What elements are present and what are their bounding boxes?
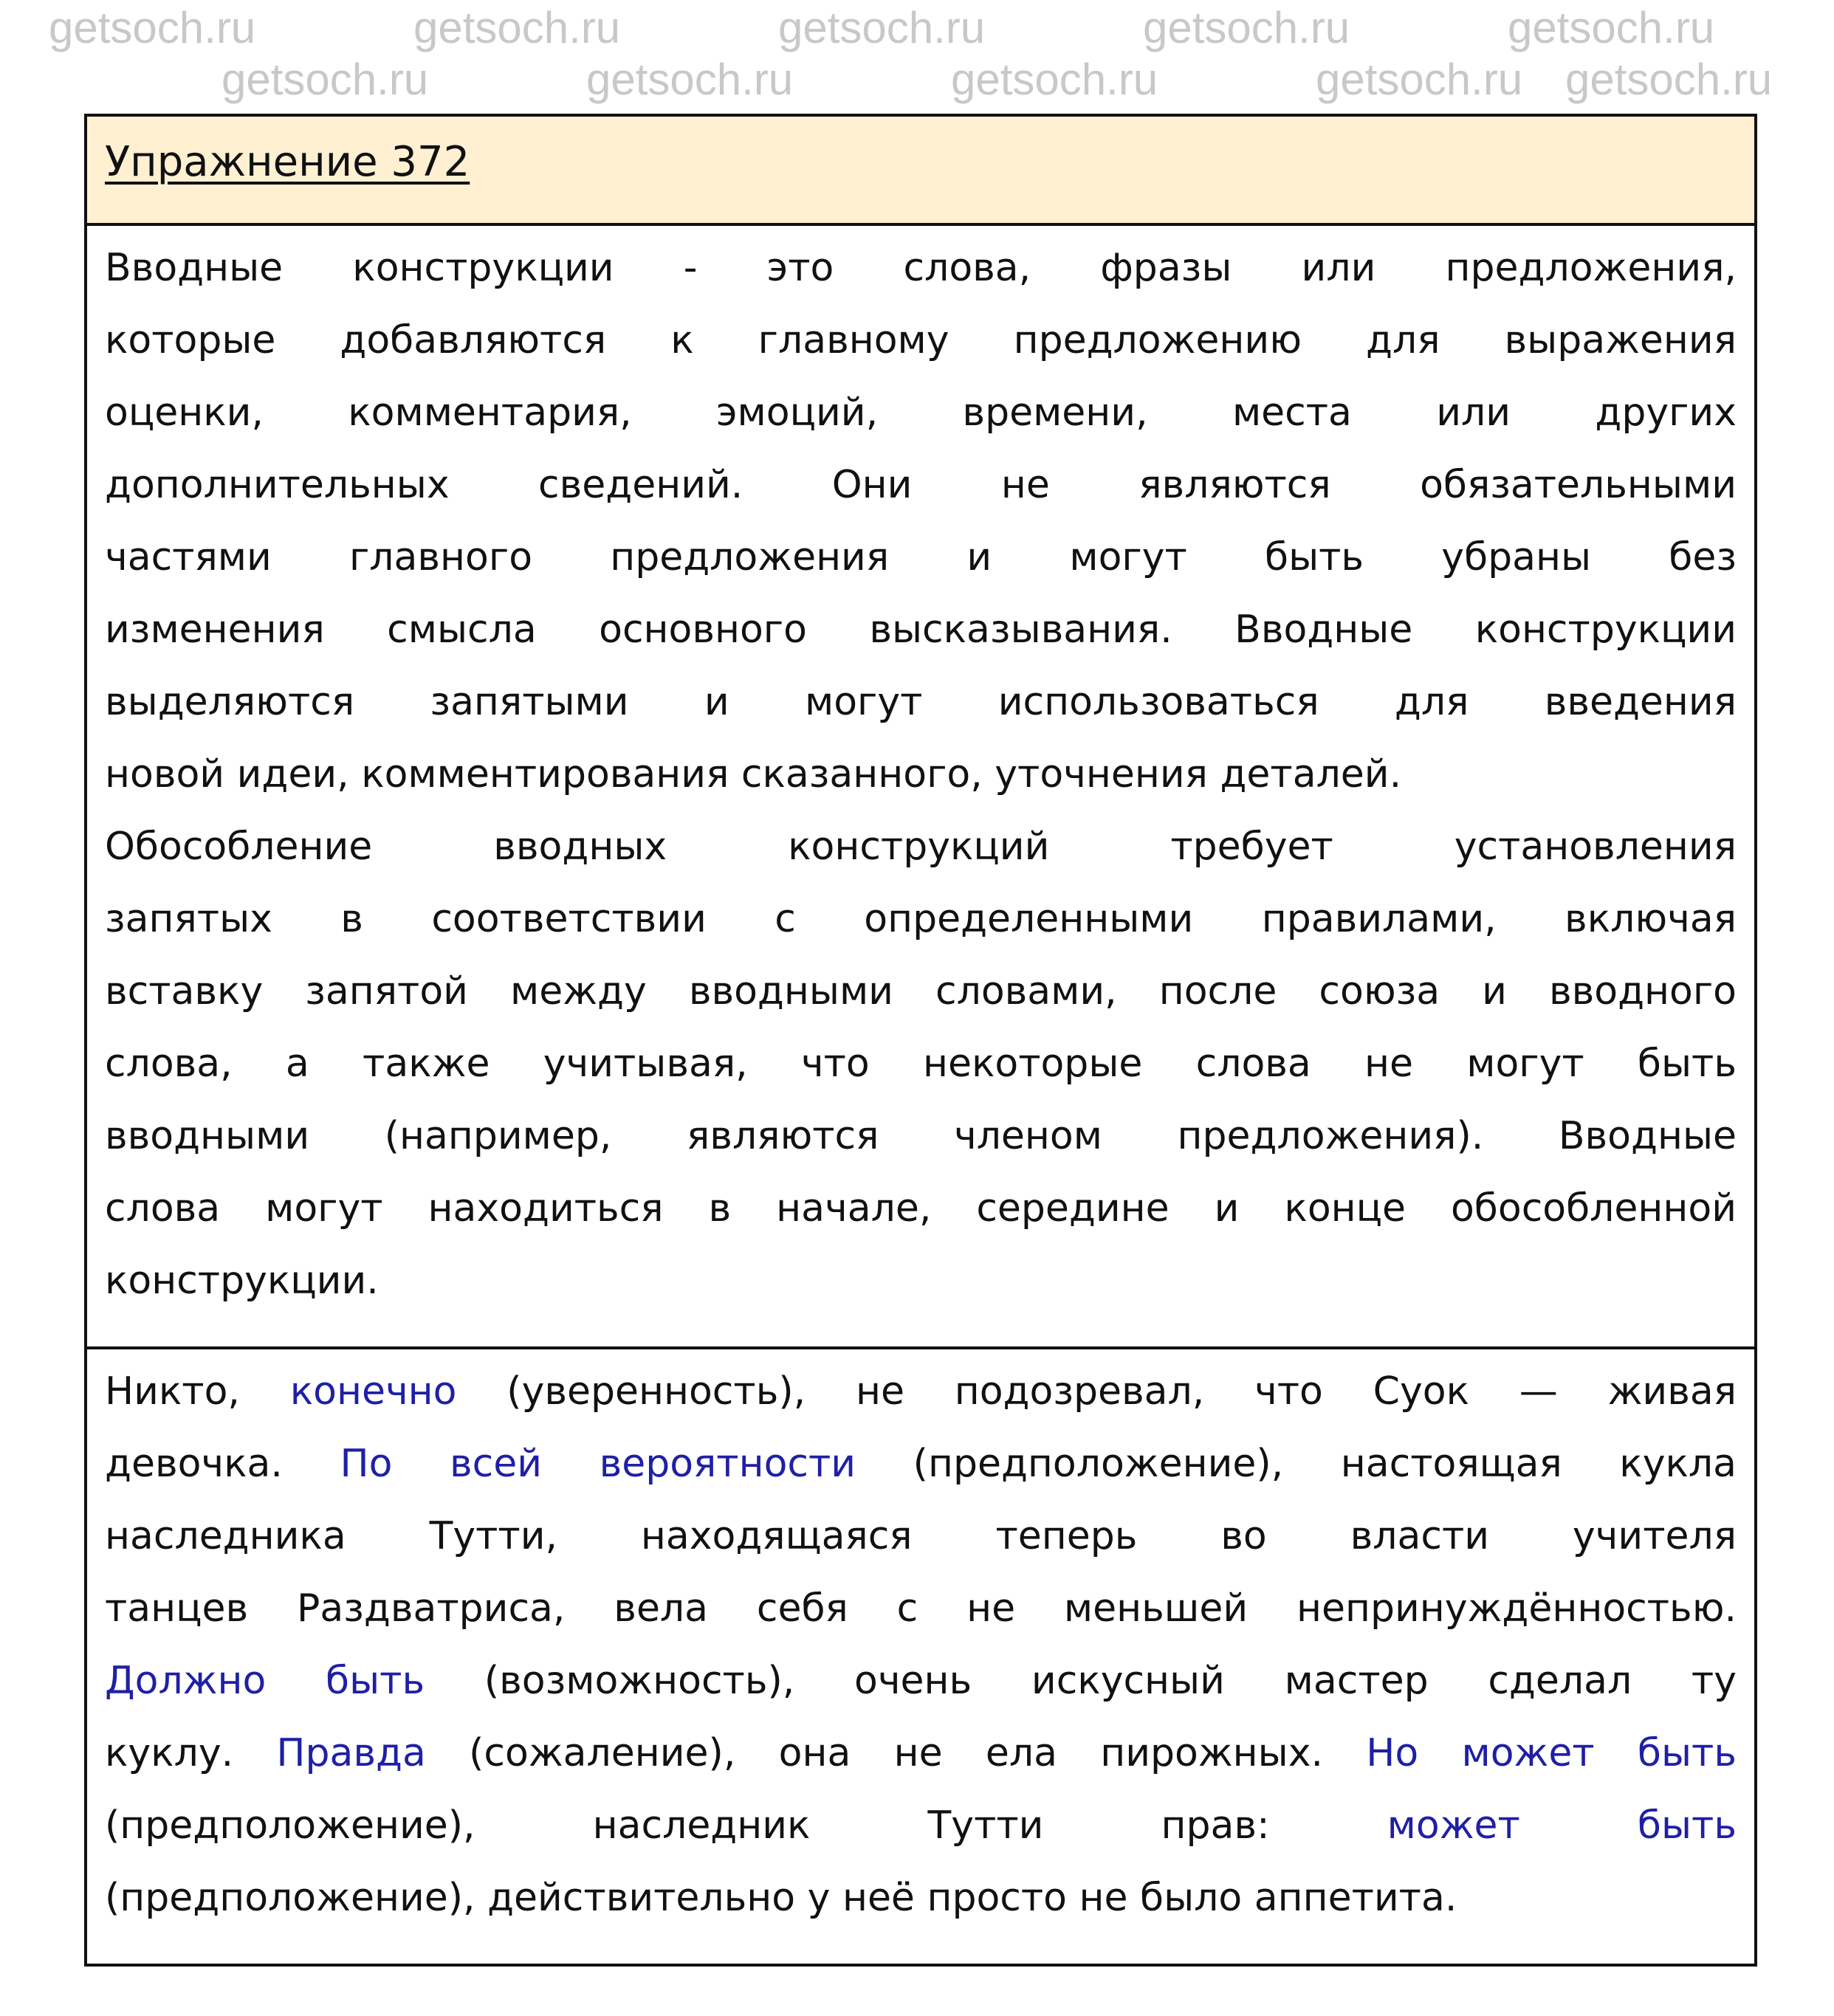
text-segment: Никто, [105, 1369, 290, 1414]
text-segment: наследника Тутти, находящаяся теперь во власти учителя [105, 1514, 1737, 1558]
watermark: getsoch.ru [778, 3, 986, 52]
text-line [105, 811, 1737, 883]
text-line [105, 1245, 1737, 1317]
text-line [105, 1789, 1737, 1862]
watermark: getsoch.ru [1508, 3, 1715, 52]
watermark: getsoch.ru [951, 55, 1158, 104]
text-segment: слова, а также учитывая, что некоторые слова не могут быть [105, 1042, 1737, 1086]
text-line [105, 738, 1737, 811]
watermark: getsoch.ru [1143, 3, 1350, 52]
text-segment: (предположение), действительно у неё просто не было аппетита. [105, 1876, 1457, 1920]
text-segment: изменения смысла основного высказывания. Вводные конструкции [105, 608, 1737, 652]
text-segment: куклу. [105, 1731, 277, 1775]
text-line [105, 521, 1737, 594]
text-line [105, 1572, 1737, 1645]
text-line [105, 232, 1737, 304]
text-segment: девочка. [105, 1442, 340, 1486]
introductory-word: По всей вероятности [340, 1442, 856, 1486]
text-segment: конструкции. [105, 1259, 379, 1303]
text-segment: частями главного предложения и могут быть убраны без [105, 535, 1737, 579]
text-line [105, 1717, 1737, 1789]
text-segment: танцев Раздватриса, вела себя с не меньшей непринуждённостью. [105, 1586, 1737, 1631]
text-line [105, 1172, 1737, 1245]
text-line [105, 594, 1737, 666]
answer-section [87, 1349, 1754, 1964]
text-line [105, 955, 1737, 1028]
text-segment: новой идеи, комментирования сказанного, уточнения деталей. [105, 752, 1402, 797]
exercise-card [84, 114, 1757, 1967]
text-line [105, 449, 1737, 521]
text-segment: вводными (например, являются членом предложения). Вводные [105, 1114, 1737, 1158]
introductory-word: конечно [289, 1369, 457, 1414]
text-segment: дополнительных сведений. Они не являются обязательными [105, 463, 1737, 507]
introductory-word: может быть [1387, 1803, 1737, 1848]
watermark: getsoch.ru [1565, 55, 1773, 104]
text-line [105, 1355, 1737, 1428]
watermark: getsoch.ru [49, 3, 256, 52]
watermark: getsoch.ru [586, 55, 794, 104]
watermark: getsoch.ru [413, 3, 621, 52]
watermark: getsoch.ru [1316, 55, 1523, 104]
text-line [105, 1100, 1737, 1172]
text-line [105, 1645, 1737, 1717]
text-segment: (предположение), настоящая кукла [856, 1442, 1737, 1486]
introductory-word: Должно быть [105, 1659, 425, 1703]
text-segment: (сожаление), она не ела пирожных. [425, 1731, 1367, 1775]
text-segment: вставку запятой между вводными словами, после союза и вводного [105, 969, 1737, 1014]
text-line [105, 1028, 1737, 1100]
text-line [105, 1862, 1737, 1934]
introductory-word: Правда [276, 1731, 426, 1775]
text-line [105, 666, 1737, 738]
text-segment: выделяются запятыми и могут использоваться для введения [105, 680, 1737, 724]
exercise-header [87, 117, 1754, 226]
text-segment: (уверенность), не подозревал, что Суок — живая [456, 1369, 1737, 1414]
text-line [105, 304, 1737, 376]
text-line [105, 1428, 1737, 1500]
theory-section [87, 226, 1754, 1349]
watermark: getsoch.ru [221, 55, 429, 104]
text-segment: оценки, комментария, эмоций, времени, места или других [105, 391, 1737, 435]
text-segment: которые добавляются к главному предложению для выражения [105, 318, 1737, 362]
text-segment: (предположение), наследник Тутти прав: [105, 1803, 1387, 1848]
introductory-word: Но может быть [1366, 1731, 1737, 1775]
text-line [105, 883, 1737, 955]
text-segment: (возможность), очень искусный мастер сделал ту [425, 1659, 1737, 1703]
text-segment: запятых в соответствии с определенными правилами, включая [105, 897, 1737, 941]
text-segment: слова могут находиться в начале, середине и конце обособленной [105, 1186, 1737, 1231]
exercise-title[interactable]: Упражнение 372 [105, 138, 470, 186]
text-line [105, 1500, 1737, 1572]
text-segment: Вводные конструкции - это слова, фразы или предложения, [105, 246, 1737, 290]
text-line [105, 376, 1737, 449]
text-segment: Обособление вводных конструкций требует установления [105, 825, 1737, 869]
